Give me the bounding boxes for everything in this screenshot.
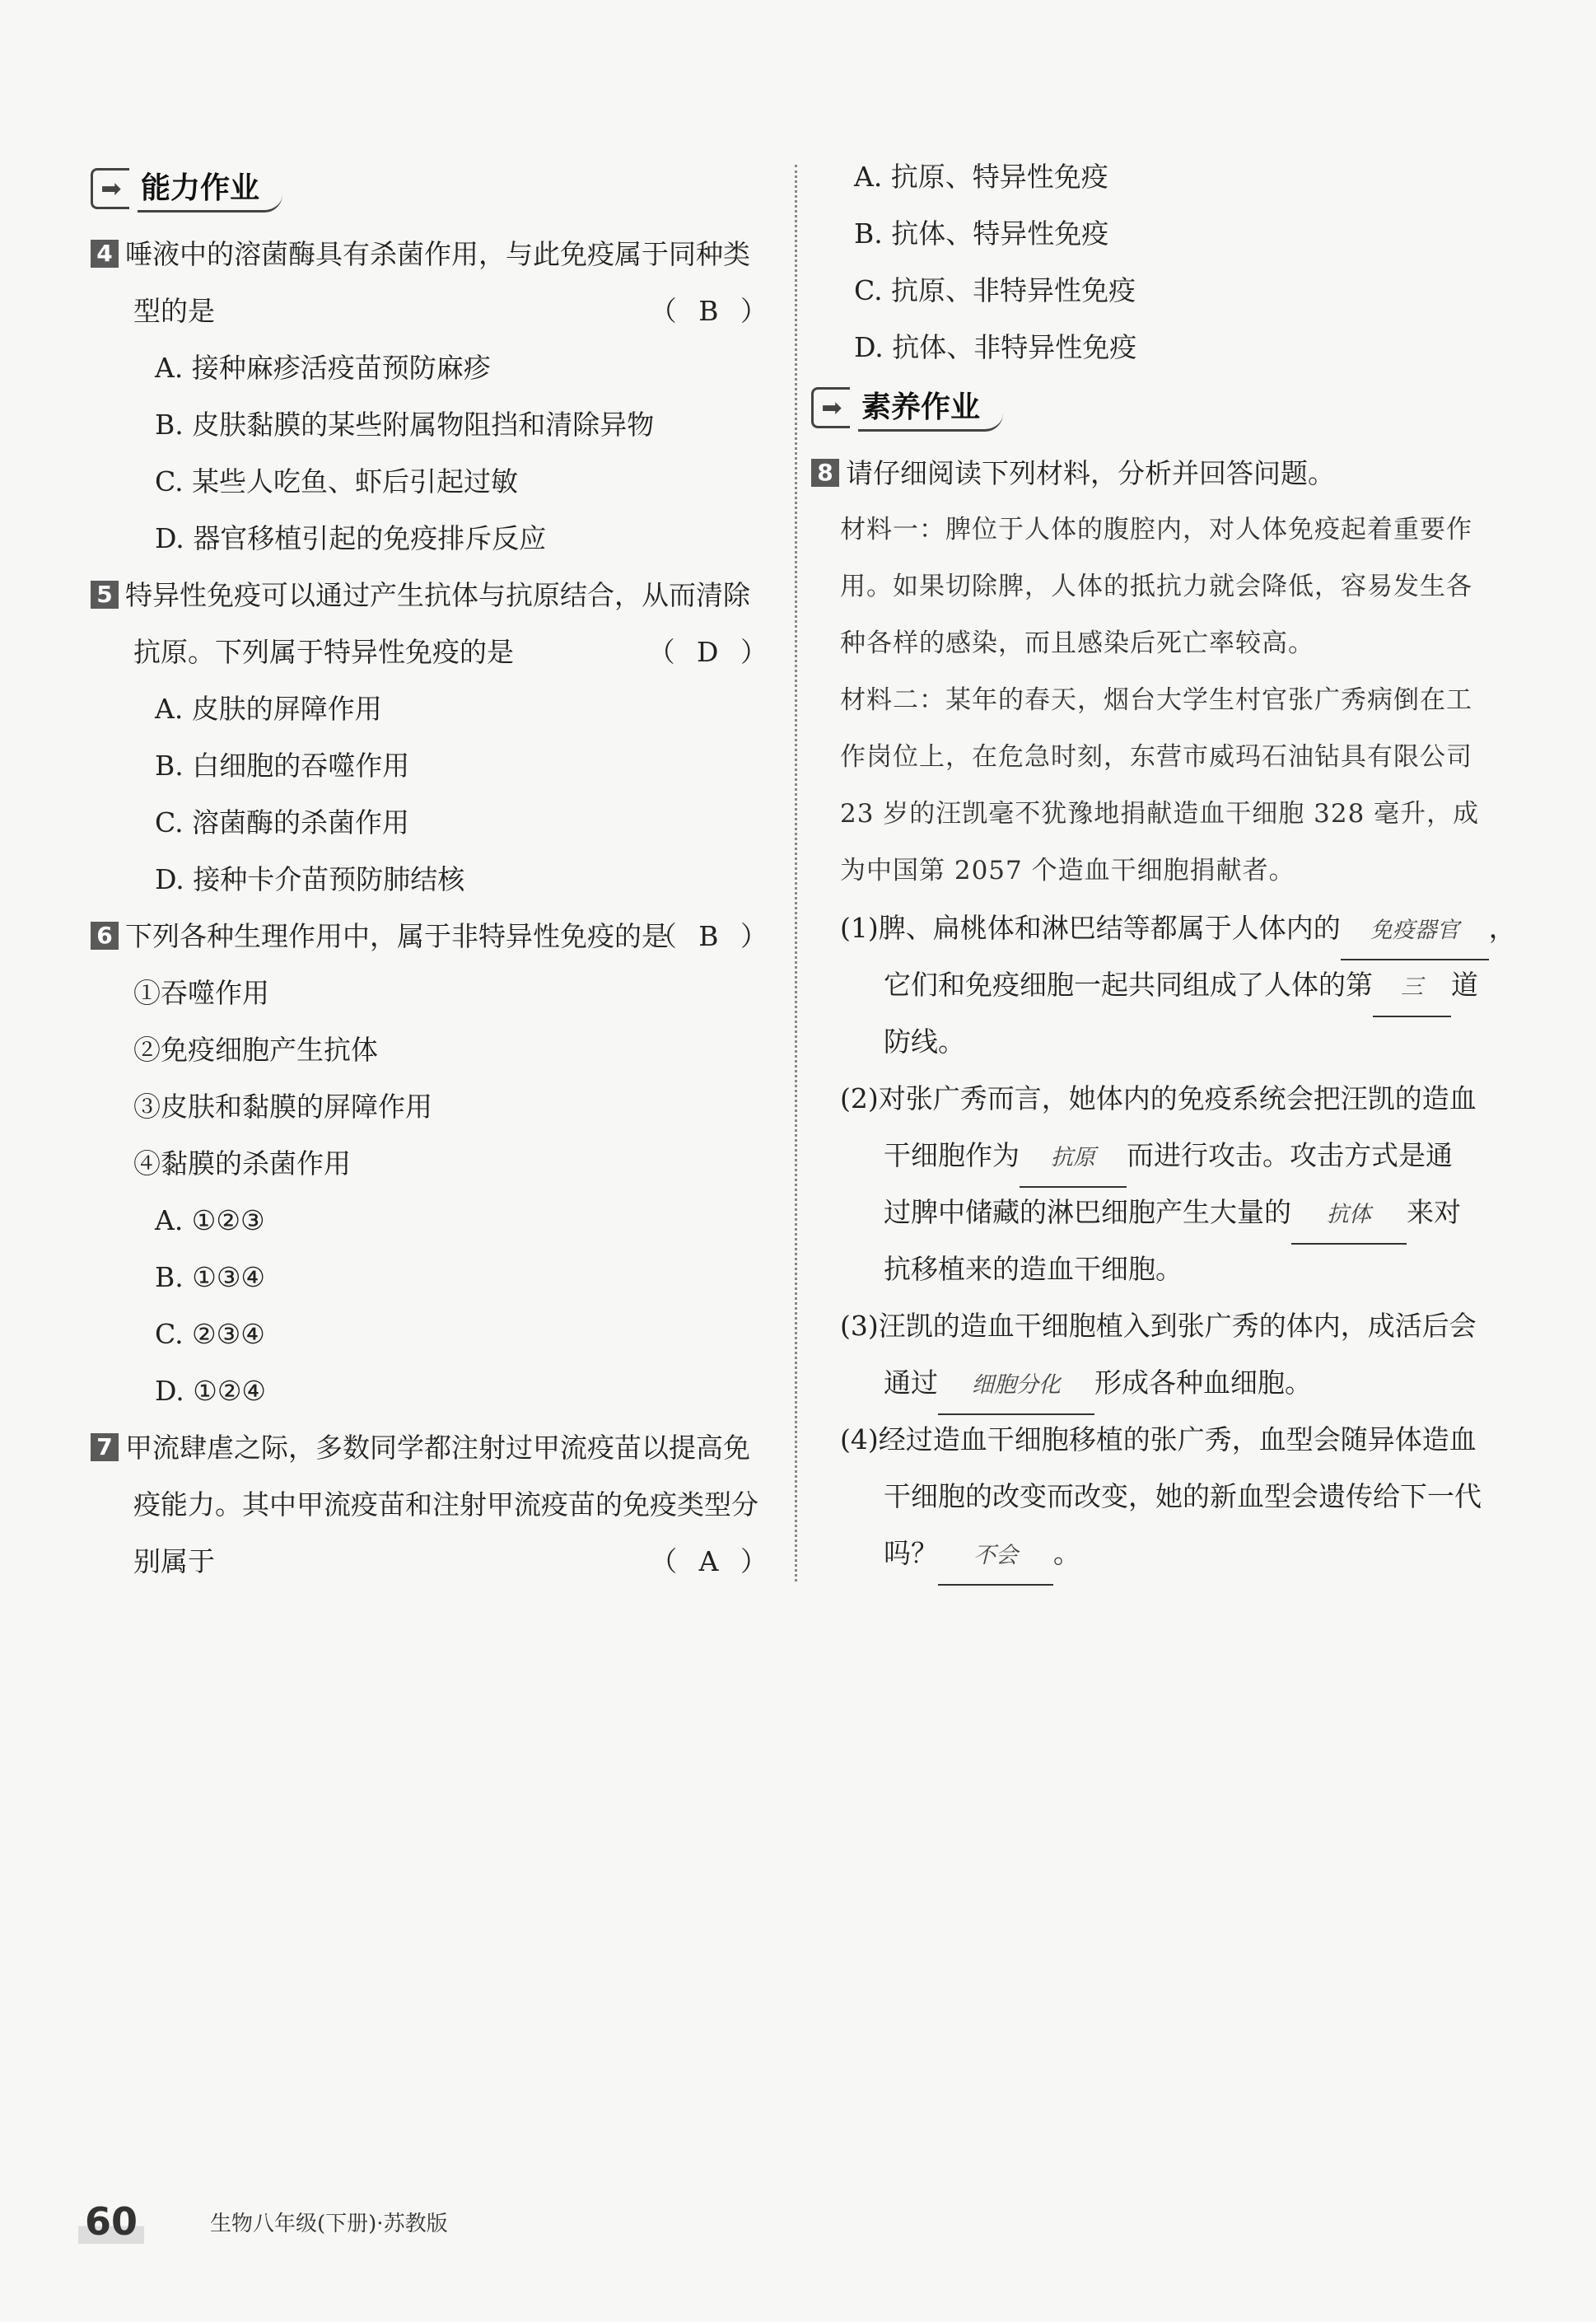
statement-item: ②免疫细胞产生抗体 (133, 1034, 378, 1066)
answer: （ B ） (649, 295, 774, 327)
section-title: 素养作业 (858, 384, 1003, 432)
option: C. ②③④ (155, 1318, 265, 1350)
statement-item: ①吞噬作用 (133, 977, 269, 1009)
option: D. 接种卡介苗预防肺结核 (155, 863, 465, 895)
answer-blank: 细胞分化 (938, 1357, 1094, 1415)
subquestion-text: 来对 (1407, 1196, 1461, 1228)
statement-item: ③皮肤和黏膜的屏障作用 (133, 1091, 432, 1123)
material-text: 用。如果切除脾，人体的抵抗力就会降低，容易发生各 (840, 572, 1472, 601)
subquestion-text: (4)经过造血干细胞移植的张广秀，血型会随异体造血 (840, 1423, 1477, 1455)
subquestion-text: (1)脾、扁桃体和淋巴结等都属于人体内的 (840, 912, 1341, 944)
subquestion-text: 道 (1451, 969, 1478, 1001)
question-text: 下列各种生理作用中，属于非特异性免疫的是 (125, 920, 669, 952)
subquestion-2 (811, 1070, 1503, 1297)
question-text: 抗原。下列属于特异性免疫的是 (133, 636, 514, 668)
option: C. 抗原、非特异性免疫 (854, 274, 1136, 306)
material-text: 材料一：脾位于人体的腹腔内，对人体免疫起着重要作 (840, 515, 1472, 544)
right-column (811, 148, 1516, 1581)
answer: （ B ） (649, 920, 774, 952)
page-footer (78, 2199, 448, 2244)
question-7-options (811, 148, 1503, 376)
section-title: 能力作业 (138, 165, 282, 213)
option: B. ①③④ (155, 1261, 265, 1293)
answer: （ A ） (650, 1545, 774, 1577)
option: C. 某些人吃鱼、虾后引起过敏 (155, 465, 519, 498)
answer-blank: 免疫器官 (1341, 902, 1489, 960)
arrow-icon: ➡ (811, 387, 850, 428)
subquestion-1 (811, 899, 1516, 1070)
book-title: 生物八年级(下册)·苏教版 (210, 2212, 448, 2236)
option: B. 白细胞的吞噬作用 (155, 750, 410, 782)
option: D. 器官移植引起的免疫排斥反应 (155, 522, 547, 554)
answer-blank: 三 (1373, 959, 1451, 1017)
question-number: 6 (91, 922, 119, 950)
subquestion-text: 吗？ (884, 1537, 938, 1569)
subquestion-text: 通过 (884, 1367, 938, 1399)
question-text: 请仔细阅读下列材料，分析并回答问题。 (846, 457, 1335, 489)
column-divider (795, 165, 797, 1581)
question-8 (811, 445, 1516, 1581)
material-text: 23 岁的汪凯毫不犹豫地捐献造血干细胞 328 毫升，成 (840, 799, 1480, 829)
left-column (91, 157, 774, 1590)
question-7 (91, 1419, 774, 1590)
subquestion-text: 干细胞作为 (884, 1139, 1020, 1171)
option: A. ①②③ (155, 1204, 265, 1236)
question-text: 疫能力。其中甲流疫苗和注射甲流疫苗的免疫类型分 (133, 1488, 758, 1521)
subquestion-text: ， (1488, 912, 1516, 944)
question-number: 8 (811, 459, 839, 487)
arrow-icon: ➡ (91, 168, 129, 209)
question-6 (91, 908, 774, 1419)
question-5 (91, 567, 774, 908)
material-text: 种各样的感染，而且感染后死亡率较高。 (840, 628, 1314, 658)
subquestion-text: 防线。 (884, 1026, 965, 1058)
subquestion-text: (3)汪凯的造血干细胞植入到张广秀的体内，成活后会 (840, 1310, 1477, 1342)
question-text: 唾液中的溶菌酶具有杀菌作用，与此免疫属于同种类 (125, 238, 750, 270)
subquestion-text: 抗移植来的造血干细胞。 (884, 1253, 1183, 1285)
section-header-ability (91, 157, 774, 221)
question-text: 特异性免疫可以通过产生抗体与抗原结合，从而清除 (125, 579, 750, 611)
question-text: 别属于 (133, 1545, 215, 1577)
question-4 (91, 226, 774, 567)
subquestion-text: 而进行攻击。攻击方式是通 (1127, 1139, 1453, 1171)
statement-item: ④黏膜的杀菌作用 (133, 1147, 351, 1180)
option: A. 接种麻疹活疫苗预防麻疹 (155, 352, 491, 384)
subquestion-text: 过脾中储藏的淋巴细胞产生大量的 (884, 1196, 1291, 1228)
subquestion-text: 。 (1053, 1537, 1080, 1569)
subquestion-text: 干细胞的改变而改变，她的新血型会遗传给下一代 (884, 1480, 1482, 1512)
answer-blank: 抗原 (1020, 1129, 1127, 1188)
option: D. ①②④ (155, 1375, 267, 1407)
question-number: 7 (91, 1433, 119, 1461)
subquestion-3 (811, 1297, 1503, 1411)
option: A. 皮肤的屏障作用 (155, 693, 382, 725)
material-text: 材料二：某年的春天，烟台大学生村官张广秀病倒在工 (840, 685, 1472, 715)
subquestion-text: 它们和免疫细胞一起共同组成了人体的第 (884, 969, 1373, 1001)
question-number: 5 (91, 581, 119, 609)
answer-blank: 不会 (938, 1527, 1053, 1586)
option: B. 抗体、特异性免疫 (854, 217, 1109, 250)
option: A. 抗原、特异性免疫 (854, 161, 1108, 193)
subquestion-text: (2)对张广秀而言，她体内的免疫系统会把汪凯的造血 (840, 1082, 1477, 1114)
option: B. 皮肤黏膜的某些附属物阻挡和清除异物 (155, 409, 655, 441)
option: C. 溶菌酶的杀菌作用 (155, 806, 410, 839)
material-text: 作岗位上，在危急时刻，东营市威玛石油钻具有限公司 (840, 742, 1472, 772)
question-text: 甲流肆虐之际，多数同学都注射过甲流疫苗以提高免 (125, 1432, 750, 1464)
question-number: 4 (91, 240, 119, 268)
subquestion-text: 形成各种血细胞。 (1094, 1367, 1312, 1399)
answer-blank: 抗体 (1291, 1186, 1407, 1245)
answer: （ D ） (647, 636, 774, 668)
page-number: 60 (78, 2199, 144, 2244)
section-header-literacy (811, 376, 1503, 440)
question-text: 型的是 (133, 295, 215, 327)
option: D. 抗体、非特异性免疫 (854, 331, 1137, 363)
subquestion-4 (811, 1411, 1503, 1581)
material-text: 为中国第 2057 个造血干细胞捐献者。 (840, 856, 1295, 885)
